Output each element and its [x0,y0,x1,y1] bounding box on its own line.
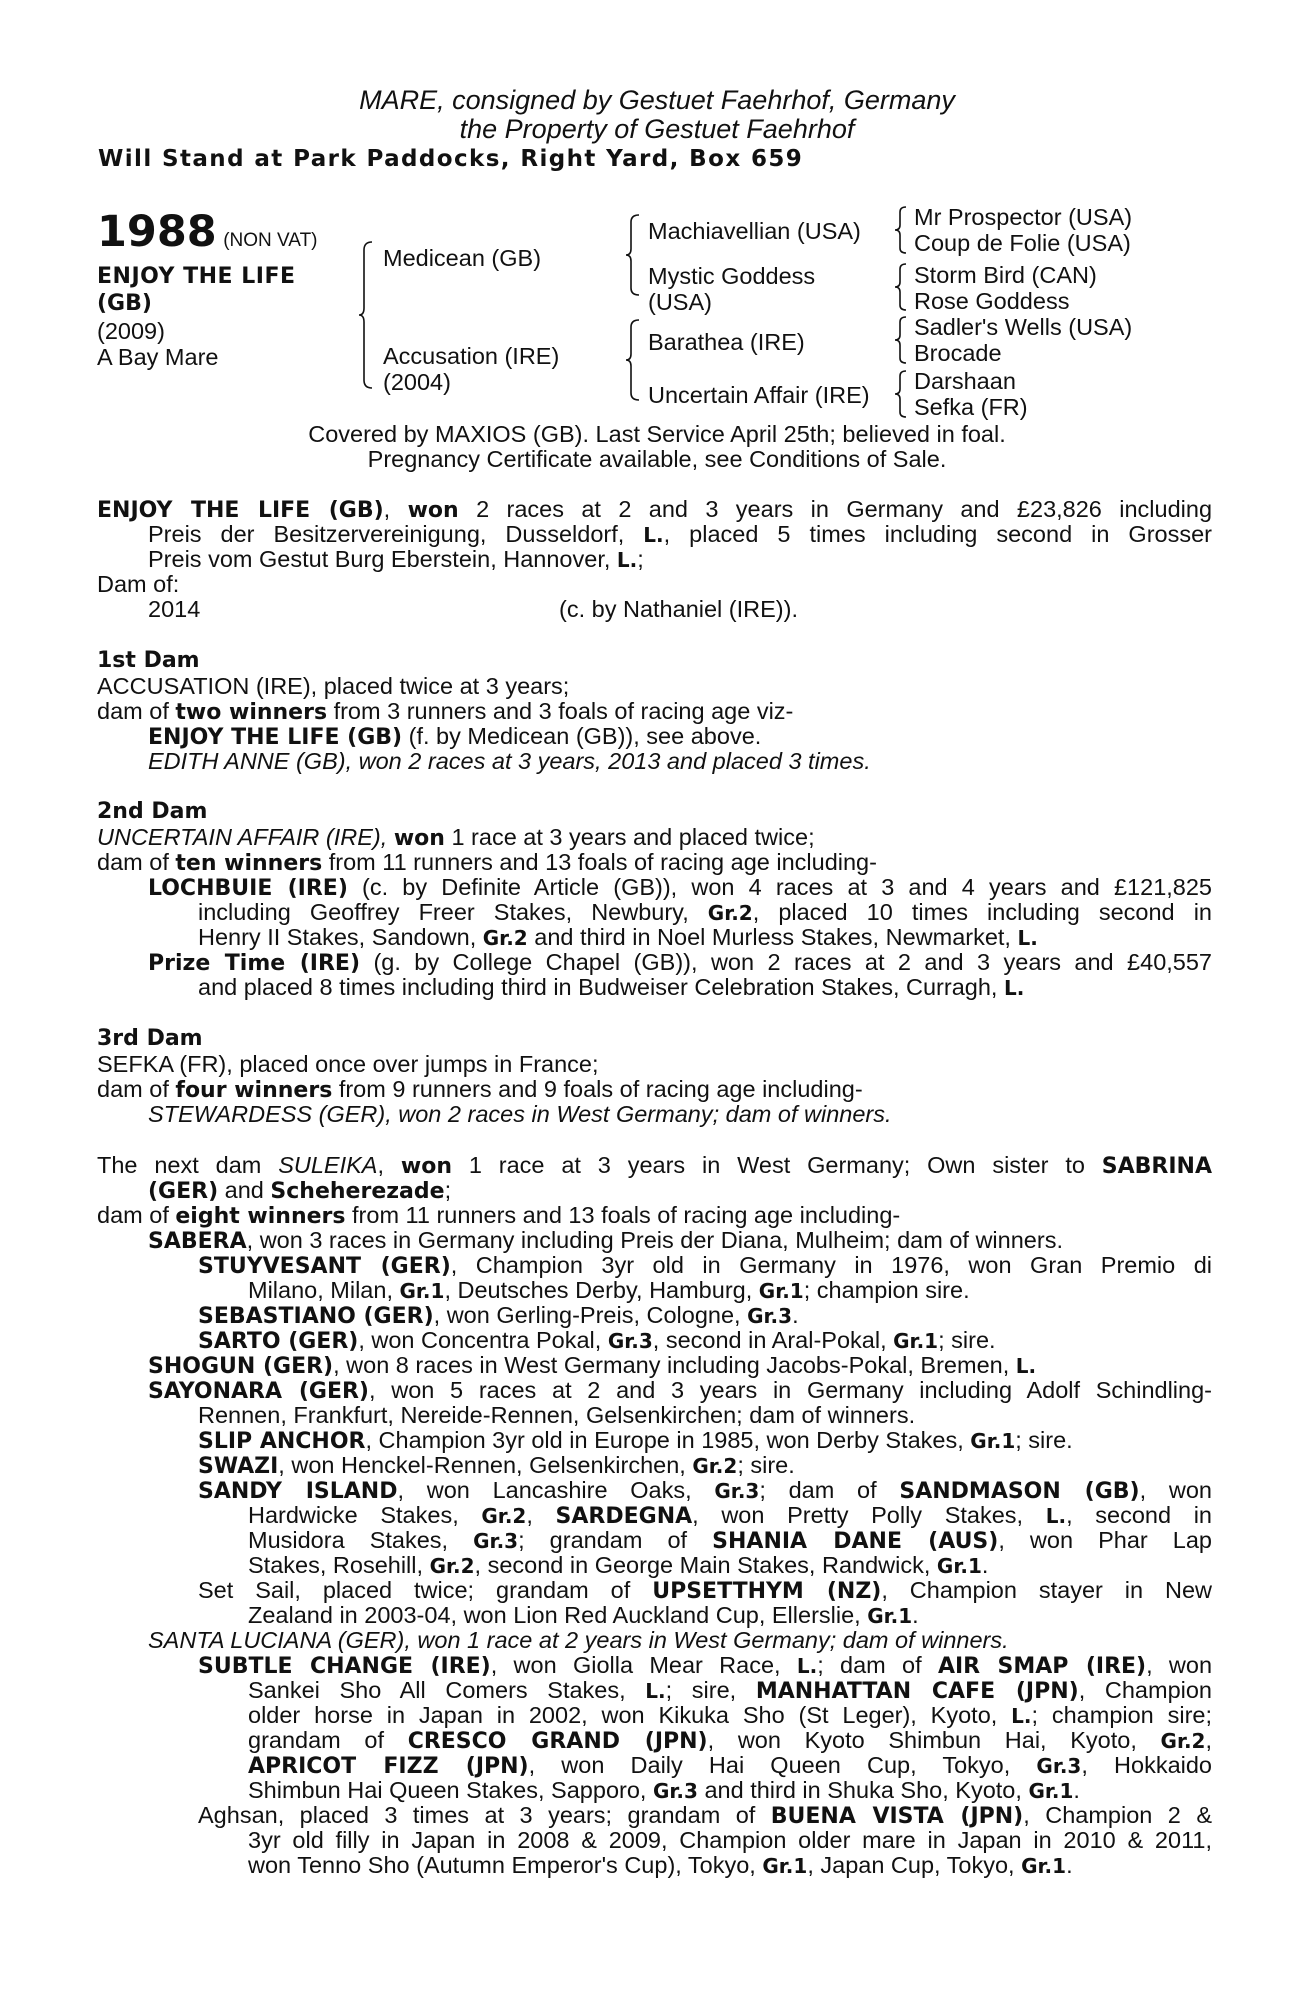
next-dam-line-11: Rennen, Frankfurt, Nereide-Rennen, Gelsenkirchen; dam of winners. [198,1402,916,1428]
second-dam-line-1: UNCERTAIN AFFAIR (IRE), won 1 race at 3 years and placed twice; [97,824,815,851]
next-dam-line-16: Musidora Stakes, Gr.3; grandam of SHANIA DANE (AUS), won Phar Lap [248,1527,1213,1554]
header-line-2: the Property of Gestuet Faehrhof [459,114,855,144]
next-dam-line-12: SLIP ANCHOR, Champion 3yr old in Europe in 1985, won Derby Stakes, Gr.1; sire. [198,1427,1073,1454]
next-dam-line-25: APRICOT FIZZ (JPN), won Daily Hai Queen Cup, Tokyo, Gr.3, Hokkaido [248,1752,1212,1779]
dam-of-label: Dam of: [97,571,180,597]
next-dam-line-5: STUYVESANT (GER), Champion 3yr old in Germany in 1976, won Gran Premio di [198,1252,1212,1279]
lot-description: A Bay Mare [97,344,219,370]
third-dam-heading: 3rd Dam [97,1026,203,1051]
pedigree-dam-dam: Uncertain Affair (IRE) [648,382,870,408]
lot-heading [97,207,318,257]
next-dam-line-8: SARTO (GER), won Concentra Pokal, Gr.3, second in Aral-Pokal, Gr.1; sire. [198,1327,996,1354]
pedigree-brace-sd [894,262,910,312]
next-dam-line-17: Stakes, Rosehill, Gr.2, second in George Main Stakes, Randwick, Gr.1. [248,1552,989,1578]
next-dam-line-22: Sankei Sho All Comers Stakes, L.; sire, MANHATTAN CAFE (JPN), Champion [248,1677,1212,1704]
second-dam-line-7: and placed 8 times including third in Budweiser Celebration Stakes, Curragh, L. [198,974,1025,1000]
pedigree-brace-ss [894,205,910,255]
covered-line-1: Covered by MAXIOS (GB). Last Service April 25th; believed in foal. [308,421,1006,447]
lot-year: (2009) [97,318,165,344]
next-dam-line-19: Zealand in 2003-04, won Lion Red Auckland Cup, Ellerslie, Gr.1. [248,1602,919,1628]
summary-line-2: Preis der Besitzervereinigung, Dusseldorf, L., placed 5 times including second in Grosser [148,521,1212,547]
summary-line-3: Preis vom Gestut Burg Eberstein, Hannover, L.; [148,546,644,572]
second-dam-heading: 2nd Dam [97,799,208,824]
next-dam-line-14: SANDY ISLAND, won Lancashire Oaks, Gr.3; dam of SANDMASON (GB), won [198,1477,1212,1504]
summary-line-1: ENJOY THE LIFE (GB), won 2 races at 2 and 3 years in Germany and £23,826 including [97,496,1213,523]
pedigree-brace-main [358,240,378,390]
lot-vat: (NON VAT) [223,230,318,251]
second-dam-line-3: LOCHBUIE (IRE) (c. by Definite Article (GB)), won 4 races at 3 and 4 years and £121,825 [148,874,1212,901]
second-dam-line-4: including Geoffrey Freer Stakes, Newbury, Gr.2, placed 10 times including second in [198,899,1212,925]
header-line-1: MARE, consigned by Gestuet Faehrhof, Germany [359,85,955,115]
next-dam-line-28: 3yr old filly in Japan in 2008 & 2009, Champion older mare in Japan in 2010 & 2011, [248,1827,1212,1853]
pedigree-sire: Medicean (GB) [383,245,542,271]
next-dam-line-29: won Tenno Sho (Autumn Emperor's Cup), Tokyo, Gr.1, Japan Cup, Tokyo, Gr.1. [248,1852,1073,1878]
next-dam-line-4: SABERA, won 3 races in Germany including Preis der Diana, Mulheim; dam of winners. [148,1227,1063,1254]
pedigree-ddd: Sefka (FR) [914,394,1028,420]
lot-number: 1988 [97,207,217,257]
pedigree-sire-sire: Machiavellian (USA) [648,218,861,244]
next-dam-line-27: Aghsan, placed 3 times at 3 years; grandam of BUENA VISTA (JPN), Champion 2 & [198,1802,1212,1829]
second-dam-line-6: Prize Time (IRE) (g. by College Chapel (GB)), won 2 races at 2 and 3 years and £40,557 [148,949,1212,976]
pedigree-sire-dam-suffix: (USA) [648,289,712,315]
foal-description: (c. by Nathaniel (IRE)). [559,596,798,622]
pedigree-dds: Darshaan [914,368,1016,394]
pedigree-sss: Mr Prospector (USA) [914,204,1133,230]
second-dam-line-2: dam of ten winners from 11 runners and 13 foals of racing age including- [97,849,877,876]
next-dam-line-3: dam of eight winners from 11 runners and 13 foals of racing age including- [97,1202,901,1229]
pedigree-dam: Accusation (IRE) [383,343,560,369]
next-dam-line-7: SEBASTIANO (GER), won Gerling-Preis, Cologne, Gr.3. [198,1302,799,1329]
lot-name: ENJOY THE LIFE [97,264,296,289]
header-line-3: Will Stand at Park Paddocks, Right Yard, Box 659 [98,146,804,172]
pedigree-dss: Sadler's Wells (USA) [914,314,1133,340]
next-dam-line-23: older horse in Japan in 2002, won Kikuka Sho (St Leger), Kyoto, L.; champion sire; [248,1702,1212,1728]
first-dam-line-3: ENJOY THE LIFE (GB) (f. by Medicean (GB)), see above. [148,723,762,750]
next-dam-line-9: SHOGUN (GER), won 8 races in West Germany including Jacobs-Pokal, Bremen, L. [148,1352,1037,1379]
next-dam-line-20: SANTA LUCIANA (GER), won 1 race at 2 years in West Germany; dam of winners. [148,1627,1009,1653]
pedigree-brace-dd [894,369,910,419]
pedigree-sds: Storm Bird (CAN) [914,262,1097,288]
pedigree-sire-dam: Mystic Goddess [648,263,816,289]
next-dam-line-13: SWAZI, won Henckel-Rennen, Gelsenkirchen, Gr.2; sire. [198,1452,795,1479]
third-dam-line-1: SEFKA (FR), placed once over jumps in France; [97,1051,599,1077]
next-dam-line-6: Milano, Milan, Gr.1, Deutsches Derby, Hamburg, Gr.1; champion sire. [248,1277,970,1303]
next-dam-line-1: The next dam SULEIKA, won 1 race at 3 years in West Germany; Own sister to SABRINA [97,1152,1212,1179]
pedigree-ssd: Coup de Folie (USA) [914,230,1131,256]
pedigree-sdd: Rose Goddess [914,288,1070,314]
covered-line-2: Pregnancy Certificate available, see Conditions of Sale. [367,446,947,472]
first-dam-line-1: ACCUSATION (IRE), placed twice at 3 years; [97,673,570,699]
next-dam-line-26: Shimbun Hai Queen Stakes, Sapporo, Gr.3 and third in Shuka Sho, Kyoto, Gr.1. [248,1777,1080,1803]
pedigree-dsd: Brocade [914,340,1002,366]
first-dam-heading: 1st Dam [97,648,200,673]
second-dam-line-5: Henry II Stakes, Sandown, Gr.2 and third in Noel Murless Stakes, Newmarket, L. [198,924,1038,950]
next-dam-line-24: grandam of CRESCO GRAND (JPN), won Kyoto Shimbun Hai, Kyoto, Gr.2, [248,1727,1213,1754]
pedigree-brace-ds [894,315,910,365]
next-dam-line-21: SUBTLE CHANGE (IRE), won Giolla Mear Race, L.; dam of AIR SMAP (IRE), won [198,1652,1213,1679]
first-dam-line-4: EDITH ANNE (GB), won 2 races at 3 years, 2013 and placed 3 times. [148,748,871,774]
next-dam-line-10: SAYONARA (GER), won 5 races at 2 and 3 years in Germany including Adolf Schindling- [148,1377,1212,1404]
third-dam-line-3: STEWARDESS (GER), won 2 races in West Germany; dam of winners. [148,1101,892,1127]
first-dam-line-2: dam of two winners from 3 runners and 3 foals of racing age viz- [97,698,794,725]
foal-year: 2014 [148,596,201,622]
lot-name-suffix: (GB) [97,291,152,316]
pedigree-dam-sire: Barathea (IRE) [648,329,805,355]
pedigree-brace-dam [625,318,643,402]
pedigree-brace-sire [625,213,643,297]
next-dam-line-15: Hardwicke Stakes, Gr.2, SARDEGNA, won Pretty Polly Stakes, L., second in [248,1502,1212,1529]
third-dam-line-2: dam of four winners from 9 runners and 9 foals of racing age including- [97,1076,863,1103]
next-dam-line-2: (GER) and Scheherezade; [148,1177,452,1204]
next-dam-line-18: Set Sail, placed twice; grandam of UPSETTHYM (NZ), Champion stayer in New [198,1577,1212,1604]
pedigree-dam-year: (2004) [383,369,451,395]
